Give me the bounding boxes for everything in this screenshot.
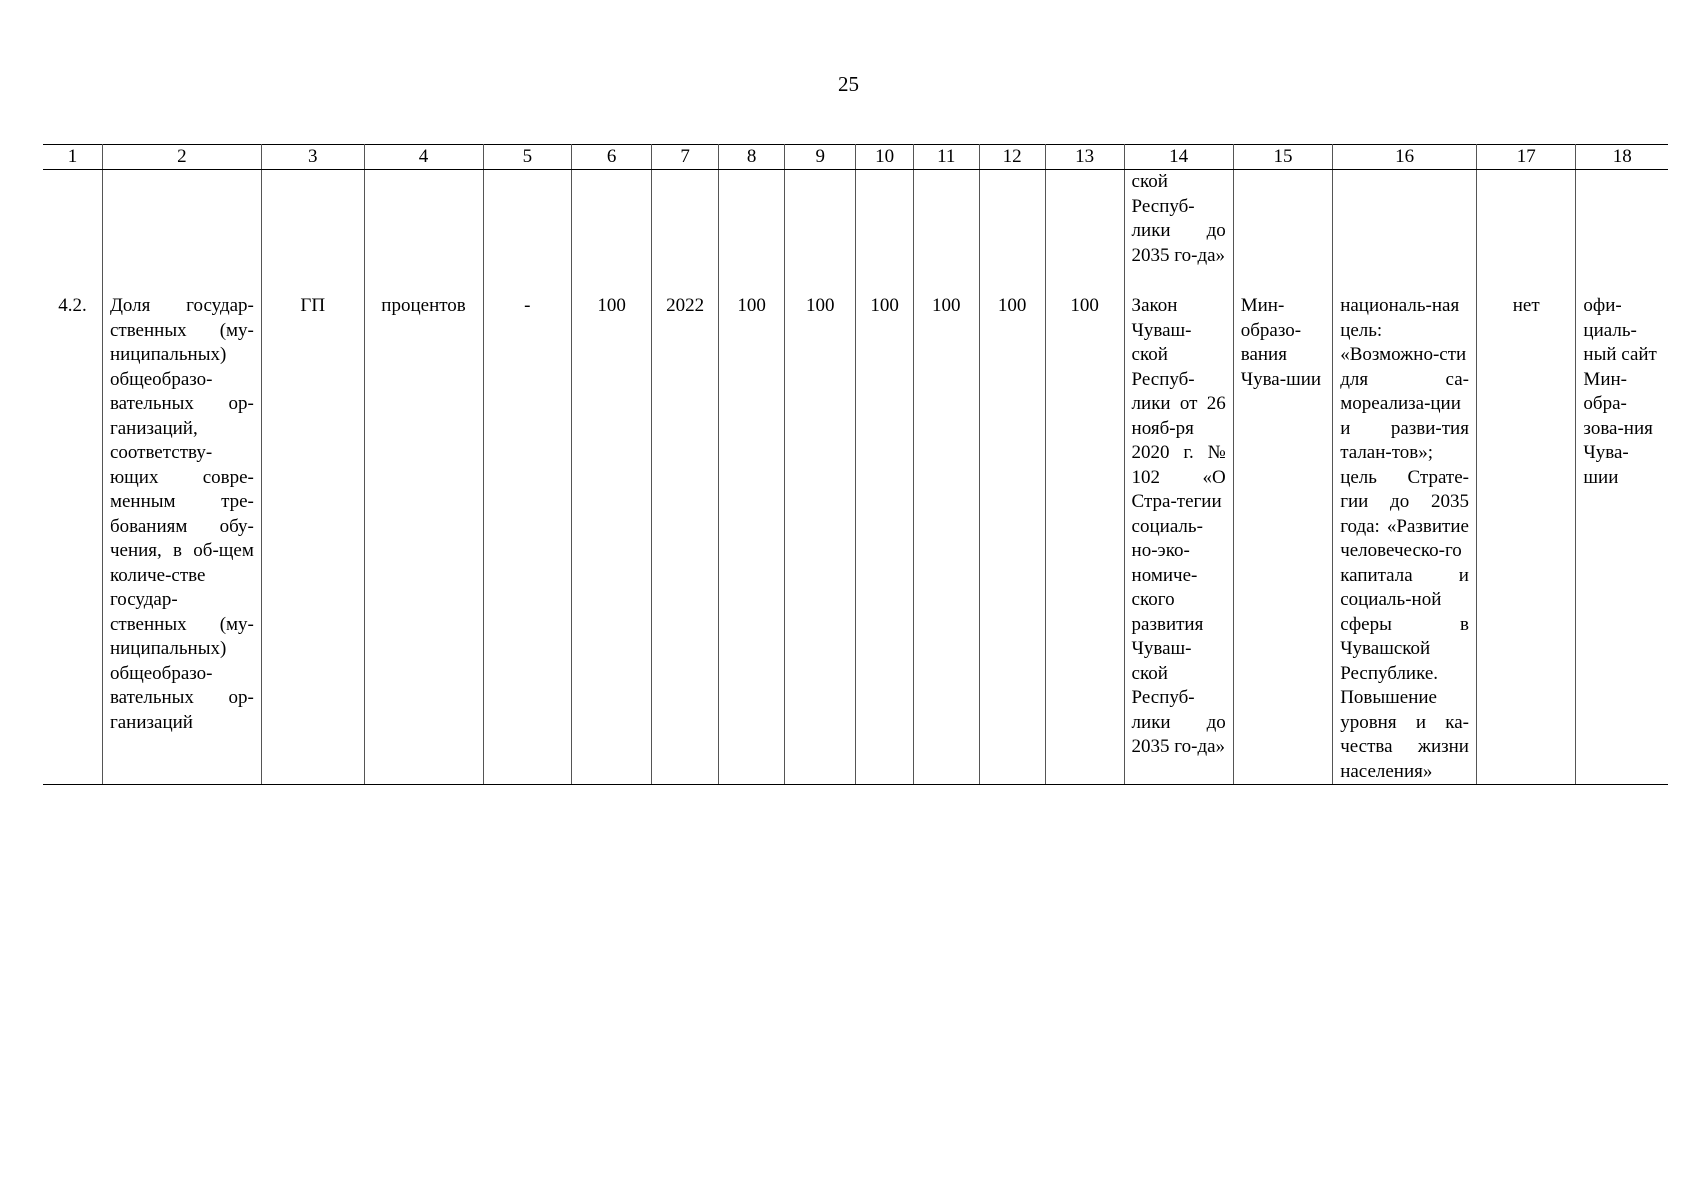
cell-col12: 100 (979, 294, 1045, 785)
table-row (43, 294, 1668, 785)
cell-col7: 2022 (652, 294, 719, 785)
column-header: 5 (483, 145, 572, 170)
indicator-table (43, 144, 1668, 785)
indicator-name: Доля государ-ственных (му-ниципальных) общеобразо-вательных ор-ганизаций, соответству-ющих совре-менным тре-бованиям обу-чения, в об-щем количе-стве государ-ственных (му-ниципальных) общеобразо-вательных ор-ганизаций (102, 294, 261, 785)
column-header: 17 (1476, 145, 1575, 170)
column-header: 10 (856, 145, 913, 170)
indicator-type: ГП (261, 294, 364, 785)
cell-col17: нет (1476, 294, 1575, 785)
column-header: 9 (785, 145, 856, 170)
column-header: 8 (719, 145, 785, 170)
column-header: 18 (1576, 145, 1668, 170)
info-source: офи-циаль-ный сайт Мин-обра-зова-ния Чува-шии (1576, 294, 1668, 785)
column-header: 16 (1333, 145, 1477, 170)
column-header: 14 (1124, 145, 1233, 170)
responsible-body: Мин-образо-вания Чува-шии (1233, 294, 1332, 785)
legal-basis: Закон Чуваш-ской Респуб-лики от 26 нояб-ря 2020 г. № 102 «О Стра-тегии социаль-но-эко-номиче-ского развития Чуваш-ской Респуб-лики до 2035 го-да» (1124, 294, 1233, 785)
legal-basis-continuation: ской Респуб-лики до 2035 го-да» (1124, 170, 1233, 295)
cell-col6: 100 (572, 294, 652, 785)
column-header: 13 (1045, 145, 1124, 170)
cell-col11: 100 (913, 294, 979, 785)
cell-col9: 100 (785, 294, 856, 785)
goal-link: националь-ная цель: «Возможно-сти для са-мореализа-ции и разви-тия талан-тов»; цель Страте-гии до 2035 года: «Развитие человеческо-го капитала и социаль-ной сферы в Чувашской Республике. Повышение уровня и ка-чества жизни населения» (1333, 294, 1477, 785)
column-header: 2 (102, 145, 261, 170)
column-header: 12 (979, 145, 1045, 170)
continuation-row (43, 170, 1668, 295)
column-header: 4 (364, 145, 483, 170)
column-header: 1 (43, 145, 102, 170)
column-header: 15 (1233, 145, 1332, 170)
cell-col10: 100 (856, 294, 913, 785)
table-header-row (43, 145, 1668, 170)
page-number: 25 (838, 72, 859, 96)
cell-col8: 100 (719, 294, 785, 785)
column-header: 6 (572, 145, 652, 170)
column-header: 3 (261, 145, 364, 170)
row-number: 4.2. (43, 294, 102, 785)
cell-col5: - (483, 294, 572, 785)
column-header: 7 (652, 145, 719, 170)
unit: процентов (364, 294, 483, 785)
column-header: 11 (913, 145, 979, 170)
cell-col13: 100 (1045, 294, 1124, 785)
